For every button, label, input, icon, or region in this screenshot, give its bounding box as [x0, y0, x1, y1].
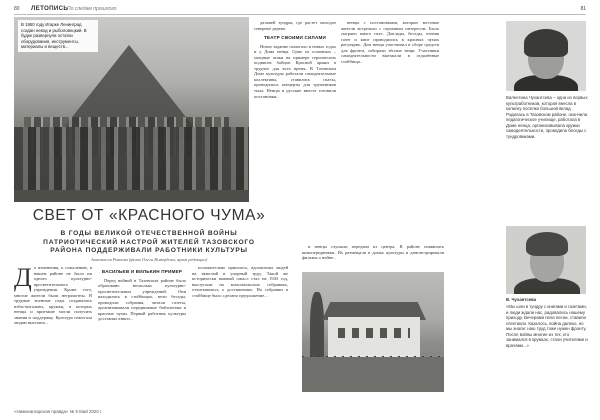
page-number-left: 80: [14, 6, 20, 12]
article-column-2: [98, 265, 186, 405]
subheading-theatre: ТЕАТР СВОИМИ СИЛАМИ: [264, 35, 326, 41]
article-byline: Анастасия Ровнова (фото Олега Номердова, архив редакции): [91, 257, 207, 262]
bio-sidebar-bottom: «Мы шли в тундру с книгами и газетами, и люди ждали нас, радовались нашему приходу. Вечерами пели песни, ставили спектакли. Казалось, война далеко, но мы знали: наш труд тоже нужен фронту. После войны многие из тех, кто занимался в кружках, стали учителями и врачами...»: [506, 304, 588, 348]
article-subtitle: В ГОДЫ ВЕЛИКОЙ ОТЕЧЕСТВЕННОЙ ВОЙНЫ ПАТРИОТИЧЕСКИЙ НАСТРОЙ ЖИТЕЛЕЙ ТАЗОВСКОГО РАЙОНА ПОДДЕРЖИВАЛИ РАБОТНИКИ КУЛЬТУРЫ: [43, 230, 255, 254]
column-text: и ненцы слушали передачи из центра. В районе появились кинопередвижки. Их размещали в домах культуры и демонстрировали фильмы о войне...: [302, 244, 444, 261]
portrait-photo-top: [506, 21, 586, 91]
portrait-hair: [526, 232, 568, 256]
portrait-hair: [524, 29, 568, 57]
bio-caption: В. Чухантсева: [506, 297, 537, 302]
windows-shape: [338, 328, 410, 338]
portrait-photo-bottom: [506, 226, 586, 294]
section-title: ЛЕТОПИСЬ: [31, 5, 69, 12]
subheading-example: ВАСИЛЬЕВ И ВИЛЬКИН ПРИМЕР: [101, 269, 183, 274]
page-number-right: 81: [580, 6, 586, 12]
article-column-3: [192, 265, 288, 405]
article-column-top-mid: [254, 20, 336, 270]
column-lead: дальней тундры, где растет молодое северное дерево.: [254, 20, 336, 31]
rubric: По следам прошлого: [67, 6, 117, 12]
column-text: Новое задание помогало в новых годах и у Дома ненца. Одно из основных – мощные атаки на примере героических подвигов бойцов Красной армии в трудное для всех время. В Тазовском Доме культуры работали самодеятельные коллективы, ставились пьесы, проводились концерты для тружеников тыла. Ненцы и русские вместе готовили постановки...: [254, 43, 336, 99]
photo-ground: [14, 190, 249, 202]
article-column-1: [14, 265, 92, 405]
column-text: положительно пришлось, вдохновлял людей на тяжелый и упорный труд. Такой же исторически важный смысл стал на 1943 год, выступали на комсомольских собраниях, отчитывались о достижениях. На собрании в стойбище было сделано предложение...: [192, 265, 288, 298]
drop-cap: Д: [14, 265, 32, 292]
bio-sidebar-top: Валентина Чухантсева – одна из первых культработников, которая внесла в копилку посёлка большой вклад. Родилась в Тазовском районе, окончила педагогическое училище, работала в Доме ненца, организовывала кружки самодеятельности, проводила беседы с тундровиками.: [506, 95, 588, 139]
header-divider: [14, 14, 586, 15]
column-text: Перед войной в Тазовском районе было образовано несколько культурно-просветительных учреждений. Они находились в стойбищах, вели беседы, проводили собрания, читали газеты, организовывали передвижные библиотеки и красные чумы. Первый работник культуры доставлял книги...: [98, 277, 186, 322]
column-text: о изменения, к сожалению, в нашем районе не было ни одного культурно-просветительного учреждения. Кроме того, многие жители были неграмотны. В трудные военные годы создавались избы-читальни, кружки, в которых ненцы и приезжие могли получить знания и поддержку. Культура помогала людям выстоять...: [14, 265, 92, 326]
photo-ground: [302, 357, 444, 392]
column-text: ненцы с постановками, которые местные жители встречали с огромным интересом. Было сыграно много пьес. Доклады, беседы, чтения газет и книг проводились в красных чумах регулярно. Дом ненца участвовал в сборе средств для фронта, собирали тёплые вещи. Участники самодеятельности выезжали в отдалённые стойбища...: [341, 20, 439, 64]
page-footer: «Нижнеангарская правда» № 5 Май 2020 г.: [14, 409, 103, 414]
article-column-4: [302, 244, 444, 270]
article-column-top-right: [341, 20, 439, 265]
historic-photo-building: [302, 272, 444, 392]
article-title: СВЕТ ОТ «КРАСНОГО ЧУМА»: [32, 207, 266, 224]
photo-caption: В 1950 году Игарке Ленинград создан невод и рыболовецкий. В будке развернули остатки оборудования, инструменты, материалы и веществ...: [18, 20, 98, 52]
